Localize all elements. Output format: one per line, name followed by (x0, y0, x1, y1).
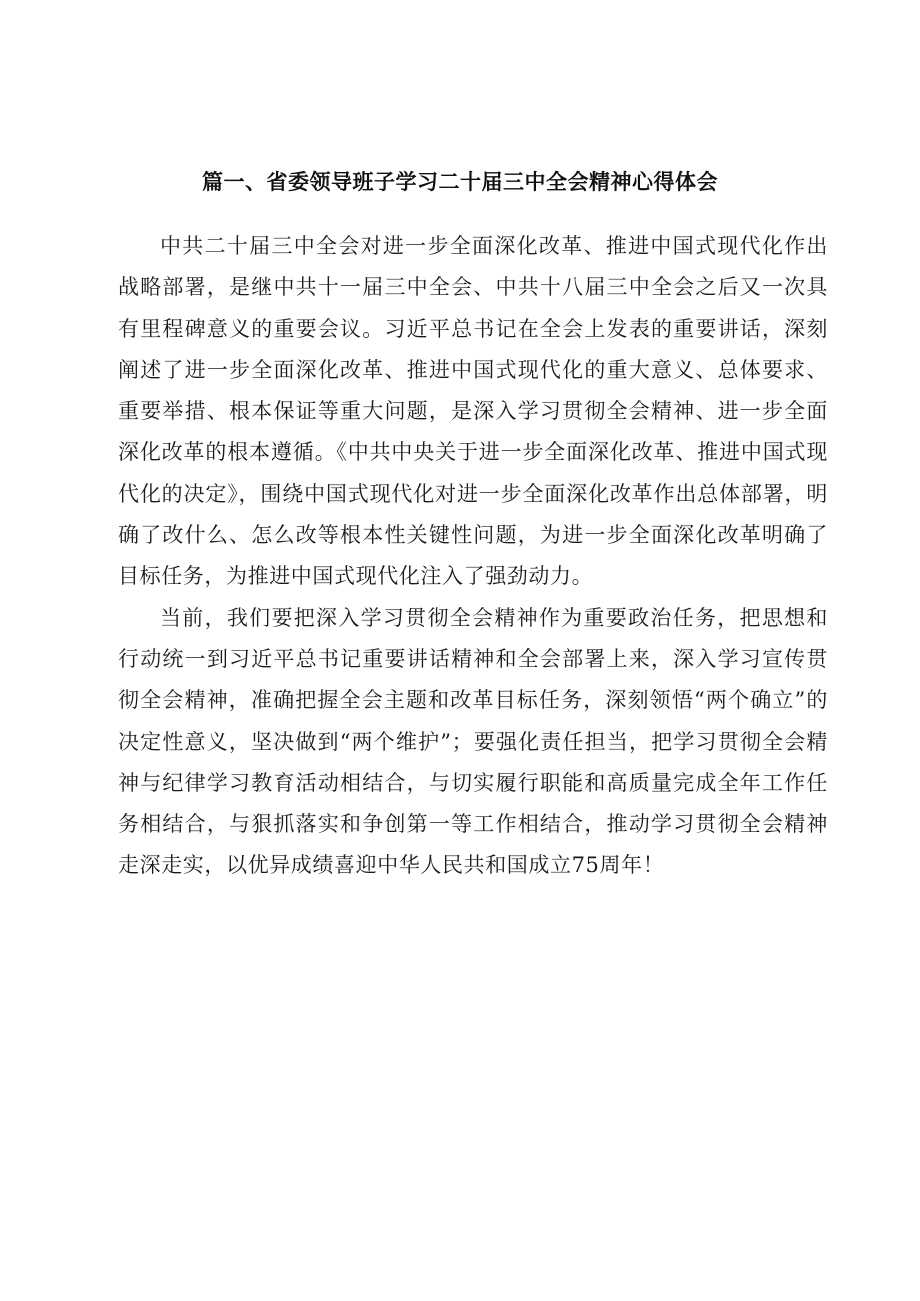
paragraph-1: 中共二十届三中全会对进一步全面深化改革、推进中国式现代化作出战略部署，是继中共十一届三中全会、中共十八届三中全会之后又一次具有里程碑意义的重要会议。习近平总书记在全会上发表的重要讲话，深刻阐述了进一步全面深化改革、推进中国式现代化的重大意义、总体要求、重要举措、根本保证等重大问题，是深入学习贯彻全会精神、进一步全面深化改革的根本遵循。《中共中央关于进一步全面深化改革、推进中国式现代化的决定》，围绕中国式现代化对进一步全面深化改革作出总体部署，明确了改什么、怎么改等根本性关键性问题，为进一步全面深化改革明确了目标任务，为推进中国式现代化注入了强劲动力。 (118, 234, 828, 589)
paragraph-2: 当前，我们要把深入学习贯彻全会精神作为重要政治任务，把思想和行动统一到习近平总书记重要讲话精神和全会部署上来，深入学习宣传贯彻全会精神，准确把握全会主题和改革目标任务，深刻领悟“两个确立”的决定性意义，坚决做到“两个维护”；要强化责任担当，把学习贯彻全会精神与纪律学习教育活动相结合，与切实履行职能和高质量完成全年工作任务相结合，与狠抓落实和争创第一等工作相结合，推动学习贯彻全会精神走深走实，以优异成绩喜迎中华人民共和国成立75周年！ (118, 605, 828, 878)
document-title: 篇一、省委领导班子学习二十届三中全会精神心得体会 (202, 170, 718, 194)
document-body (118, 226, 828, 887)
